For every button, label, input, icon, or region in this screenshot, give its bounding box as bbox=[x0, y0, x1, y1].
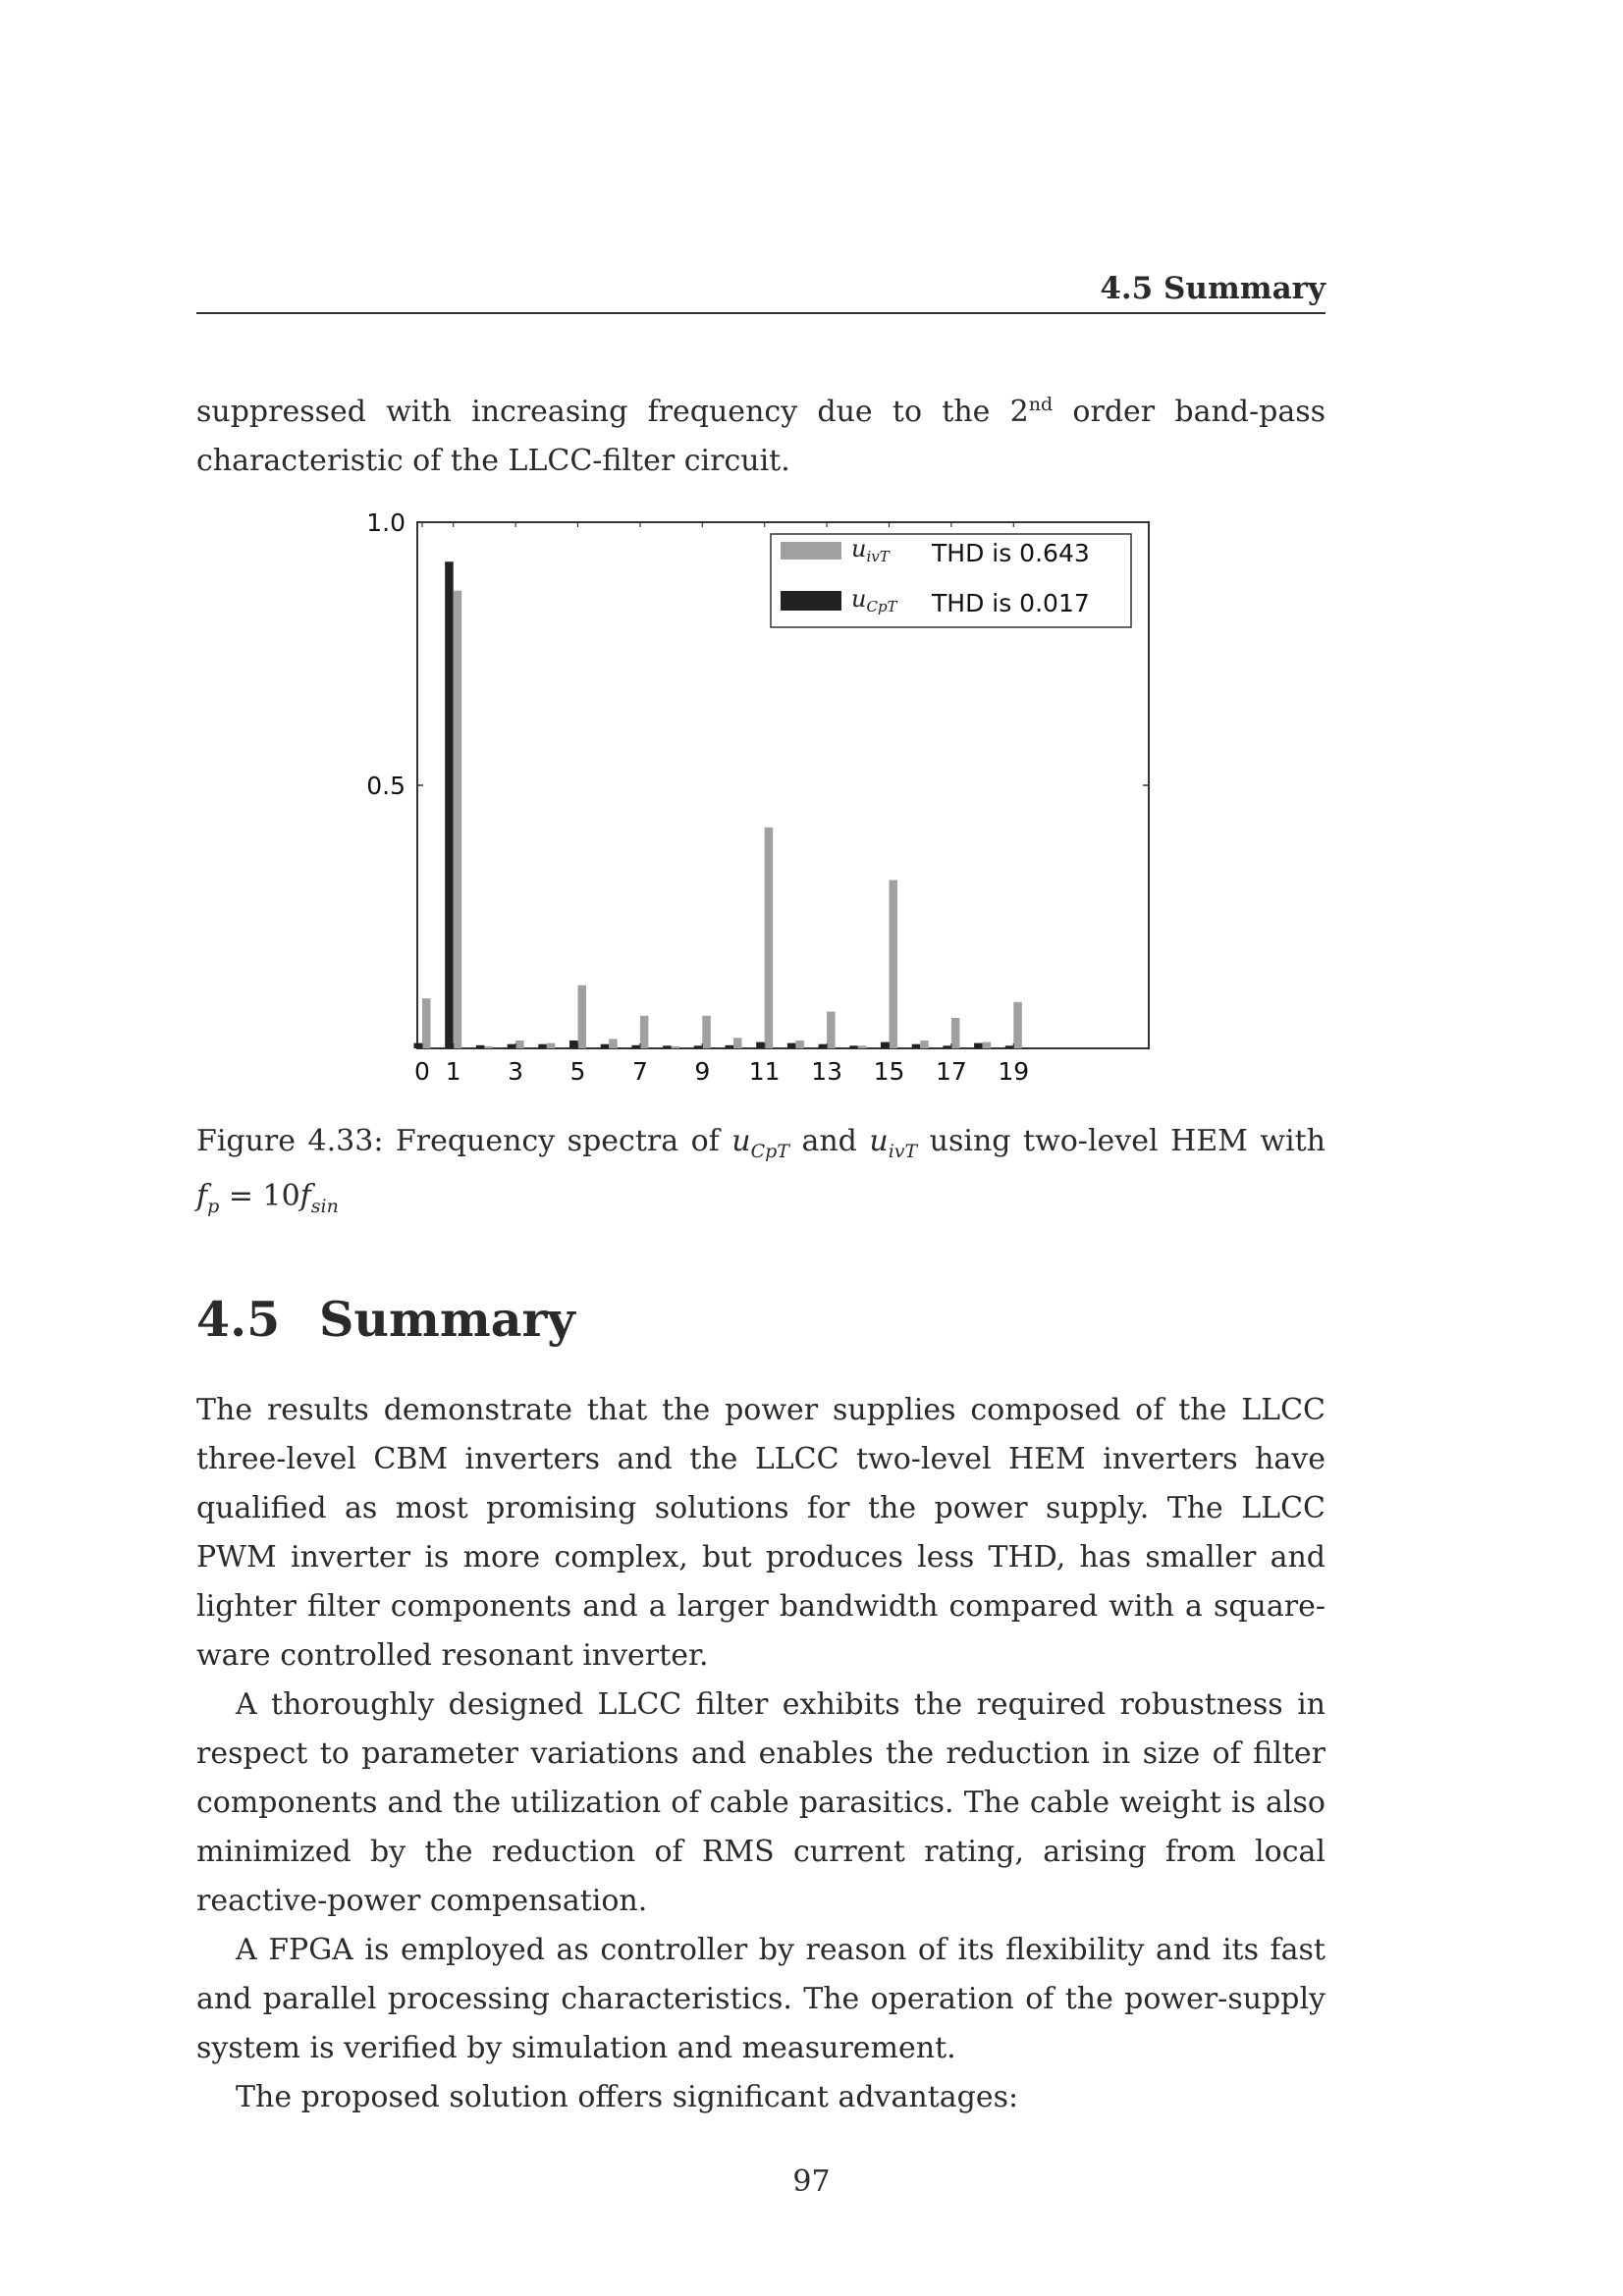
x-tick-label: 17 bbox=[935, 1057, 967, 1086]
x-tick-label: 13 bbox=[811, 1057, 843, 1086]
caption-symbol-fsin: $f_{sin}$ bbox=[299, 1179, 339, 1217]
caption-mid: using two-level HEM with bbox=[917, 1124, 1326, 1158]
bar-u_CpT-h19 bbox=[1005, 1045, 1014, 1048]
legend-thd-CpT: THD is 0.017 bbox=[932, 589, 1090, 617]
bar-u_CpT-h4 bbox=[538, 1044, 547, 1048]
intro-paragraph bbox=[196, 388, 1325, 486]
bar-u_ivT-h18 bbox=[983, 1042, 992, 1048]
running-title: 4.5 Summary bbox=[1100, 271, 1325, 306]
x-tick-label: 9 bbox=[694, 1057, 711, 1086]
bar-u_CpT-h1 bbox=[445, 561, 454, 1048]
page-number: 97 bbox=[792, 2164, 831, 2199]
legend-thd-ivT: THD is 0.643 bbox=[932, 539, 1090, 567]
bar-u_CpT-h13 bbox=[819, 1044, 828, 1048]
caption-symbol-uivt: $u_{ivT}$ bbox=[869, 1124, 918, 1162]
x-tick-label: 1 bbox=[445, 1057, 461, 1086]
paragraph-2: A thoroughly designed LLCC filter exhibits the required robustness in respect to parameter variations and enables the reduction in size of filter components and the utilization of cable parasitics. The cable weight is also minimized by the reduction of RMS current rating, arising from local reactive-power compensation. bbox=[196, 1687, 1325, 1918]
bar-u_CpT-h16 bbox=[912, 1044, 921, 1048]
legend-symbol-CpT: $u_{CpT}$ bbox=[851, 585, 897, 615]
x-tick-label: 7 bbox=[631, 1057, 648, 1086]
bar-u_ivT-h12 bbox=[795, 1041, 804, 1048]
bar-u_CpT-h18 bbox=[974, 1043, 983, 1048]
legend-swatch-CpT bbox=[781, 591, 841, 611]
bar-u_ivT-h15 bbox=[890, 881, 898, 1049]
caption-symbol-ucpt: $u_{CpT}$ bbox=[731, 1124, 789, 1162]
bar-u_ivT-h14 bbox=[858, 1045, 867, 1048]
caption-prefix: Figure 4.33: Frequency spectra of bbox=[196, 1124, 732, 1158]
bar-u_CpT-h5 bbox=[569, 1041, 578, 1048]
intro-sup: nd bbox=[1028, 394, 1054, 415]
intro-text-b: order band-pass characteristic of the LLCC-filter circuit. bbox=[196, 395, 1326, 478]
bar-u_ivT-h1 bbox=[454, 591, 462, 1048]
bar-u_CpT-h8 bbox=[663, 1045, 672, 1048]
y-tick-label: 0.5 bbox=[366, 772, 406, 800]
bar-u_ivT-h19 bbox=[1013, 1002, 1022, 1048]
bar-u_CpT-h3 bbox=[508, 1044, 516, 1048]
bar-u_CpT-h14 bbox=[849, 1045, 858, 1048]
y-tick-label: 1.0 bbox=[366, 508, 406, 537]
intro-text-a: suppressed with increasing frequency due to the 2 bbox=[196, 395, 1029, 429]
legend bbox=[771, 534, 1131, 627]
caption-and: and bbox=[788, 1124, 870, 1158]
x-tick-label: 15 bbox=[873, 1057, 905, 1086]
bar-u_ivT-h17 bbox=[951, 1018, 960, 1048]
bar-u_CpT-h10 bbox=[726, 1045, 734, 1048]
bar-u_ivT-h9 bbox=[702, 1016, 711, 1048]
section-title: Summary bbox=[319, 1291, 575, 1348]
bar-u_ivT-h6 bbox=[609, 1039, 618, 1048]
section-heading bbox=[196, 1291, 575, 1348]
x-tick-label: 19 bbox=[998, 1057, 1030, 1086]
bar-u_ivT-h2 bbox=[484, 1046, 493, 1048]
legend-swatch-ivT bbox=[781, 542, 841, 560]
frequency-spectrum-chart bbox=[349, 501, 1163, 1129]
bar-u_CpT-h9 bbox=[694, 1045, 703, 1048]
figure-caption bbox=[196, 1119, 1325, 1229]
bars-group bbox=[414, 561, 1022, 1048]
bar-u_ivT-h13 bbox=[827, 1012, 836, 1049]
bar-u_CpT-h6 bbox=[601, 1044, 610, 1048]
bar-u_CpT-h17 bbox=[943, 1045, 951, 1048]
caption-eq: = 10 bbox=[219, 1179, 300, 1213]
bar-u_ivT-h8 bbox=[672, 1046, 680, 1048]
section-number: 4.5 bbox=[196, 1291, 281, 1348]
bar-u_CpT-h2 bbox=[476, 1045, 485, 1048]
legend-symbol-ivT: $u_{ivT}$ bbox=[851, 535, 890, 565]
bar-u_ivT-h11 bbox=[765, 828, 774, 1048]
x-tick-label: 5 bbox=[569, 1057, 586, 1086]
bar-u_ivT-h16 bbox=[920, 1041, 929, 1048]
bar-u_CpT-h12 bbox=[787, 1043, 796, 1048]
caption-symbol-fp: $f_p$ bbox=[196, 1179, 220, 1217]
bar-u_CpT-h0 bbox=[414, 1043, 423, 1048]
bar-u_ivT-h10 bbox=[733, 1038, 742, 1048]
bar-u_CpT-h11 bbox=[756, 1042, 765, 1048]
bar-u_ivT-h0 bbox=[422, 998, 431, 1048]
bar-u_ivT-h7 bbox=[640, 1016, 649, 1048]
chart-svg bbox=[349, 501, 1163, 1129]
bar-u_CpT-h7 bbox=[631, 1045, 640, 1048]
running-header bbox=[196, 267, 1325, 314]
bar-u_CpT-h15 bbox=[881, 1042, 890, 1048]
paragraph-4: The proposed solution offers significant advantages: bbox=[236, 2080, 1019, 2114]
x-tick-label: 11 bbox=[748, 1057, 781, 1086]
bar-u_ivT-h5 bbox=[578, 986, 587, 1048]
bar-u_ivT-h3 bbox=[515, 1041, 524, 1048]
x-tick-label: 0 bbox=[414, 1057, 430, 1086]
x-tick-label: 3 bbox=[508, 1057, 524, 1086]
bar-u_ivT-h4 bbox=[547, 1043, 556, 1048]
paragraph-1: The results demonstrate that the power supplies composed of the LLCC three-level CBM inverters and the LLCC two-level HEM inverters have qualified as most promising solutions for the power supply. The LLCC PWM inverter is more complex, but produces less THD, has smaller and lighter filter components and a larger bandwidth compared with a square-ware controlled resonant inverter. bbox=[196, 1393, 1325, 1673]
summary-body bbox=[196, 1386, 1325, 2122]
paragraph-3: A FPGA is employed as controller by reason of its flexibility and its fast and parallel processing characteristics. The operation of the power-supply system is verified by simulation and measurement. bbox=[196, 1933, 1325, 2065]
